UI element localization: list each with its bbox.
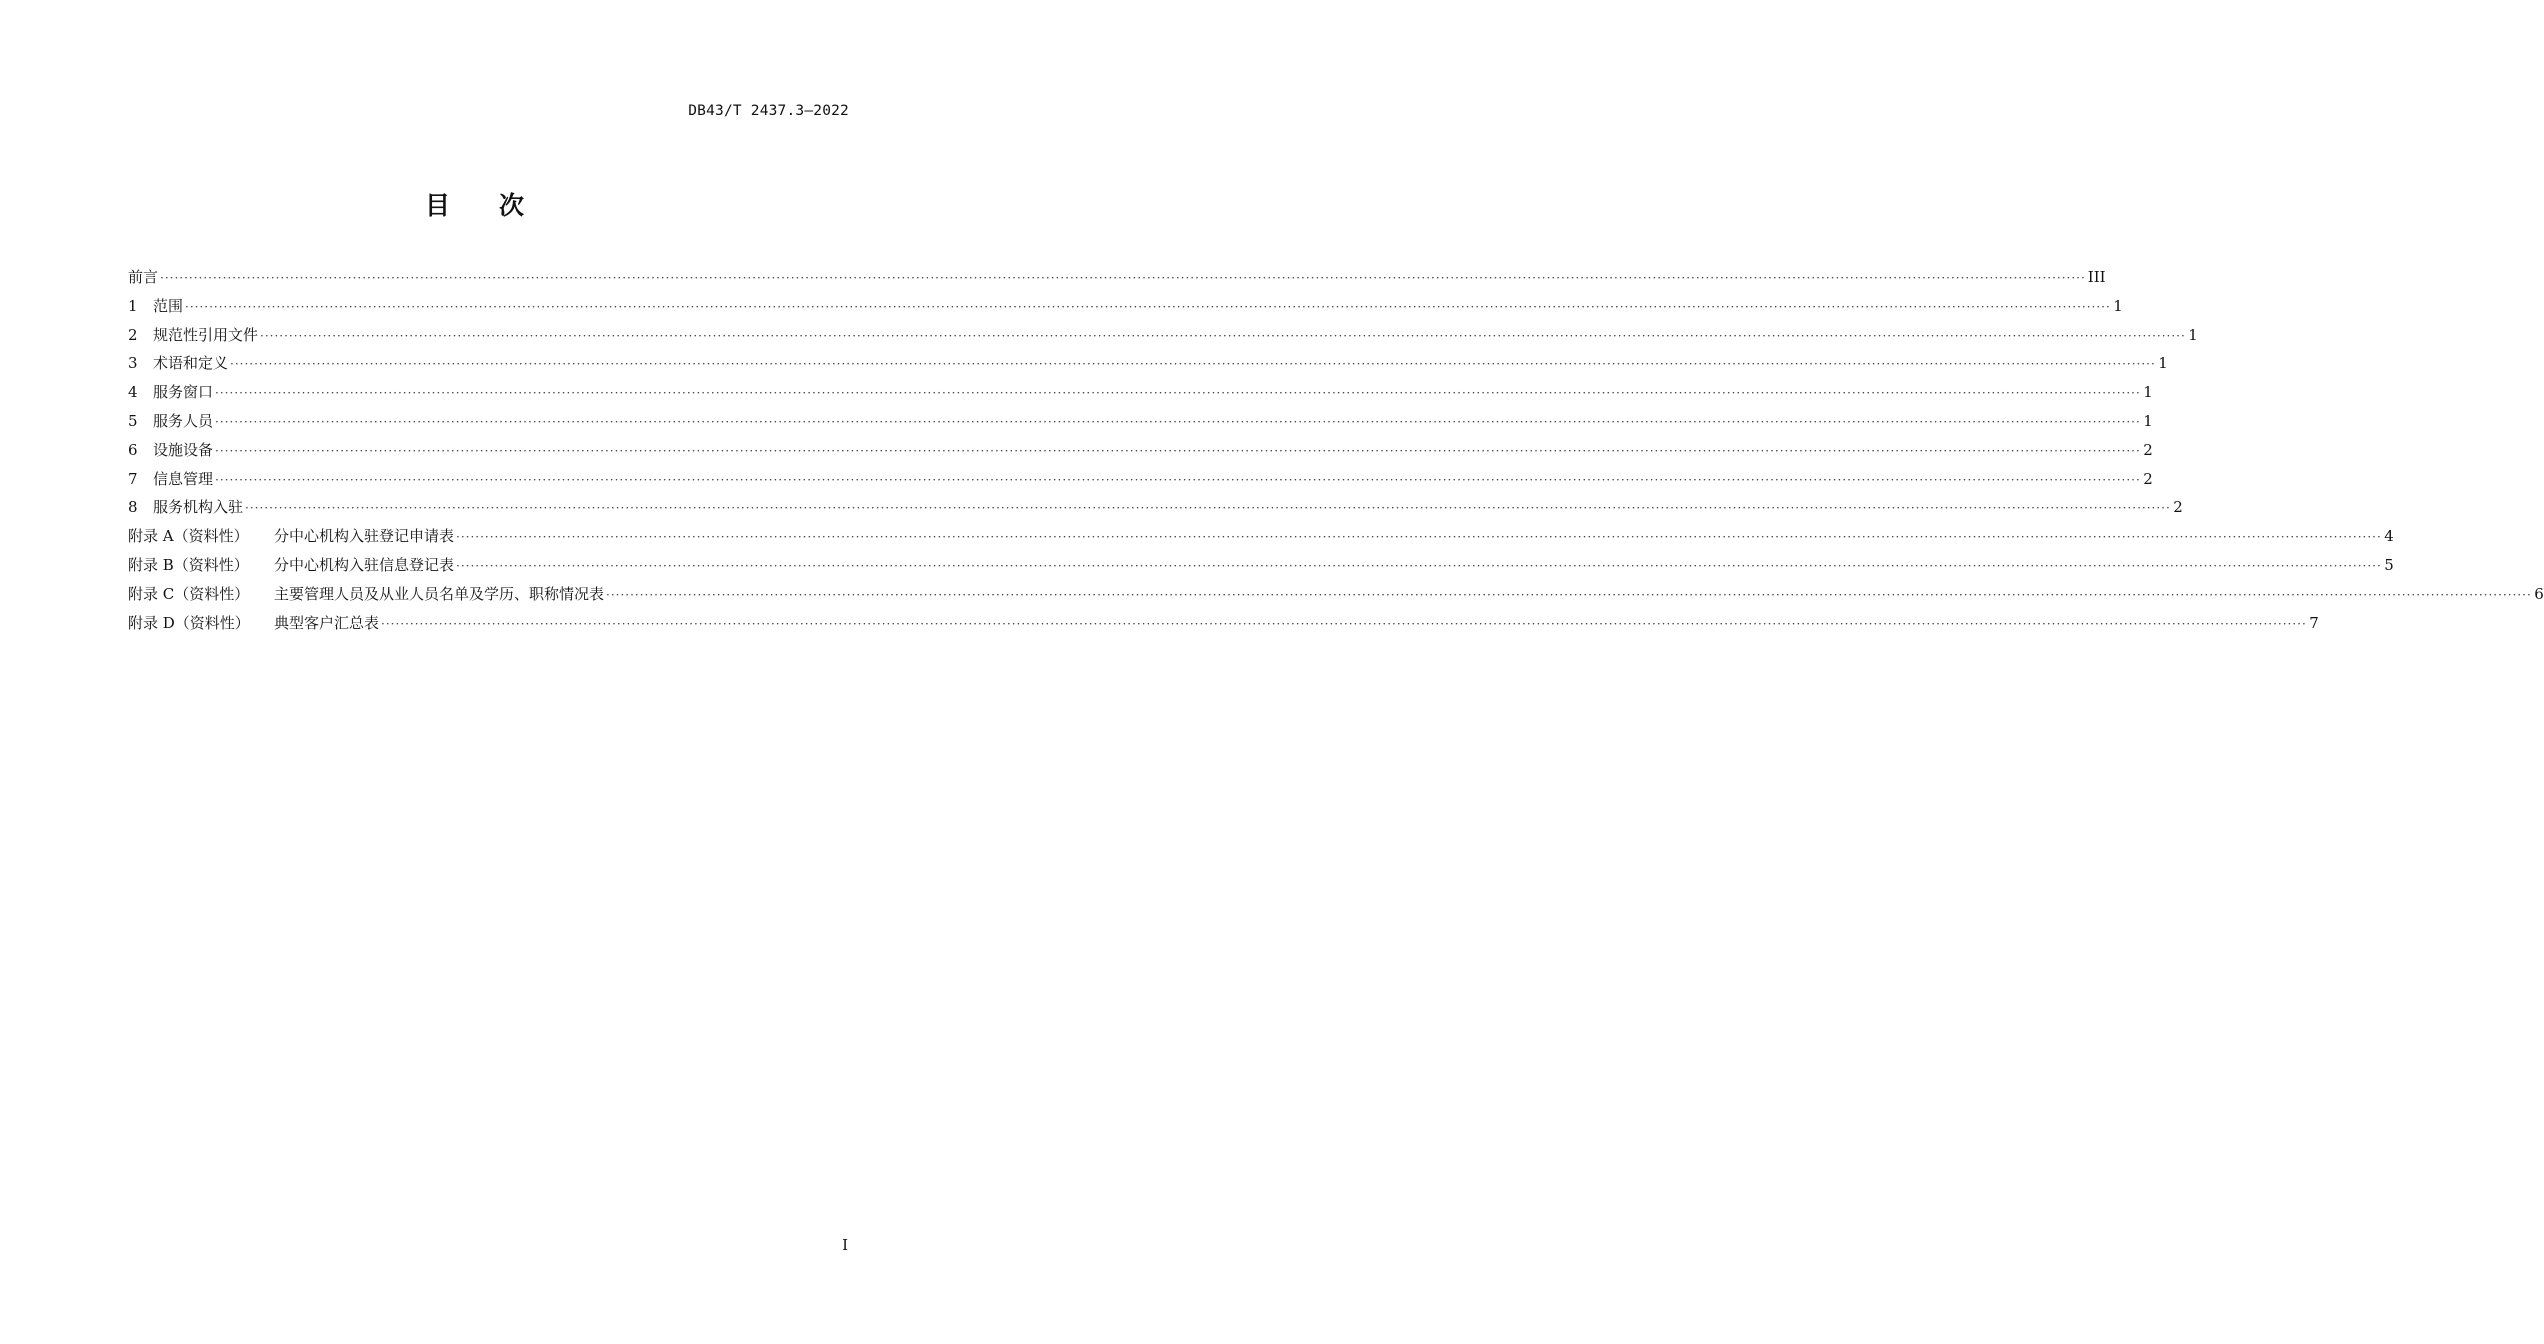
toc-leader-dots: ················································································································································································································································································································································································································ — [230, 357, 2156, 372]
toc-entry-section-8[interactable] — [128, 496, 2183, 525]
toc-section-number: 5 — [128, 411, 138, 430]
toc-appendix-label: 附录 A（资料性） — [128, 527, 249, 546]
toc-entry-page: 1 — [2158, 354, 2168, 373]
toc-section-number: 3 — [128, 354, 138, 373]
toc-entry-text: 服务人员 — [153, 411, 214, 430]
toc-entry-text: 术语和定义 — [153, 354, 229, 373]
toc-entry-section-2[interactable] — [128, 324, 2198, 353]
document-code: DB43/T 2437.3—2022 — [688, 103, 849, 119]
toc-entry-text: 规范性引用文件 — [153, 325, 259, 344]
toc-section-number: 7 — [128, 469, 138, 488]
toc-entry-page: 2 — [2143, 440, 2153, 459]
toc-section-number: 1 — [128, 296, 138, 315]
table-of-contents — [128, 266, 2544, 640]
toc-entry-page: 5 — [2384, 555, 2394, 574]
toc-entry-text: 分中心机构入驻登记申请表 — [274, 527, 455, 546]
toc-entry-page: 4 — [2384, 527, 2394, 546]
toc-entry-page: 2 — [2173, 498, 2183, 517]
toc-entry-page: 1 — [2143, 383, 2153, 402]
toc-entry-section-5[interactable] — [128, 410, 2153, 439]
toc-entry-appendix-c[interactable] — [128, 583, 2544, 612]
toc-entry-section-3[interactable] — [128, 352, 2168, 381]
toc-entry-text: 信息管理 — [153, 469, 214, 488]
toc-leader-dots: ················································································································································································································································································································································································································ — [260, 328, 2186, 343]
toc-entry-preface[interactable] — [128, 266, 2106, 295]
toc-entry-section-1[interactable] — [128, 295, 2123, 324]
toc-entry-text: 分中心机构入驻信息登记表 — [274, 555, 455, 574]
toc-entry-page: 1 — [2113, 296, 2123, 315]
toc-entry-text: 前言 — [128, 268, 159, 286]
toc-leader-dots: ················································································································································································································································································································································································································ — [160, 271, 2086, 285]
toc-entry-section-7[interactable] — [128, 468, 2153, 497]
toc-leader-dots: ················································································································································································································································································································································································································ — [381, 616, 2307, 631]
toc-entry-text: 服务机构入驻 — [153, 498, 244, 517]
toc-entry-page: III — [2087, 268, 2106, 286]
toc-section-number: 2 — [128, 325, 138, 344]
page-title — [0, 186, 950, 222]
toc-entry-section-4[interactable] — [128, 381, 2153, 410]
toc-entry-page: 1 — [2143, 411, 2153, 430]
toc-entry-appendix-d[interactable] — [128, 612, 2319, 641]
toc-entry-page: 1 — [2188, 325, 2198, 344]
toc-leader-dots: ················································································································································································································································································································································································································ — [245, 501, 2171, 516]
toc-entry-text: 设施设备 — [153, 440, 214, 459]
toc-entry-text: 典型客户汇总表 — [274, 613, 380, 632]
page-title-left: 目 — [424, 191, 451, 220]
toc-entry-page: 7 — [2309, 613, 2319, 632]
toc-appendix-label: 附录 D（资料性） — [128, 613, 250, 632]
toc-leader-dots: ················································································································································································································································································································································································································ — [606, 587, 2532, 602]
toc-entry-page: 6 — [2534, 584, 2544, 603]
toc-entry-text: 范围 — [153, 296, 184, 315]
toc-appendix-label: 附录 B（资料性） — [128, 555, 249, 574]
page-number: I — [842, 1236, 848, 1254]
page-title-right: 次 — [499, 191, 526, 220]
toc-entry-appendix-a[interactable] — [128, 525, 2394, 554]
toc-leader-dots: ················································································································································································································································································································································································································ — [456, 558, 2382, 573]
toc-entry-page: 2 — [2143, 469, 2153, 488]
toc-entry-text: 服务窗口 — [153, 383, 214, 402]
toc-section-number: 6 — [128, 440, 138, 459]
toc-leader-dots: ················································································································································································································································································································································································································ — [215, 472, 2141, 487]
toc-leader-dots: ················································································································································································································································································································································································································ — [185, 299, 2111, 314]
toc-section-number: 8 — [128, 498, 138, 517]
toc-entry-section-6[interactable] — [128, 439, 2153, 468]
toc-section-number: 4 — [128, 383, 138, 402]
toc-leader-dots: ················································································································································································································································································································································································································ — [215, 443, 2141, 458]
toc-leader-dots: ················································································································································································································································································································································································································ — [215, 386, 2141, 401]
toc-entry-text: 主要管理人员及从业人员名单及学历、职称情况表 — [274, 584, 605, 603]
toc-entry-appendix-b[interactable] — [128, 554, 2394, 583]
toc-leader-dots: ················································································································································································································································································································································································································ — [456, 530, 2382, 545]
toc-leader-dots: ················································································································································································································································································································································································································ — [215, 414, 2141, 429]
toc-appendix-label: 附录 C（资料性） — [128, 584, 250, 603]
